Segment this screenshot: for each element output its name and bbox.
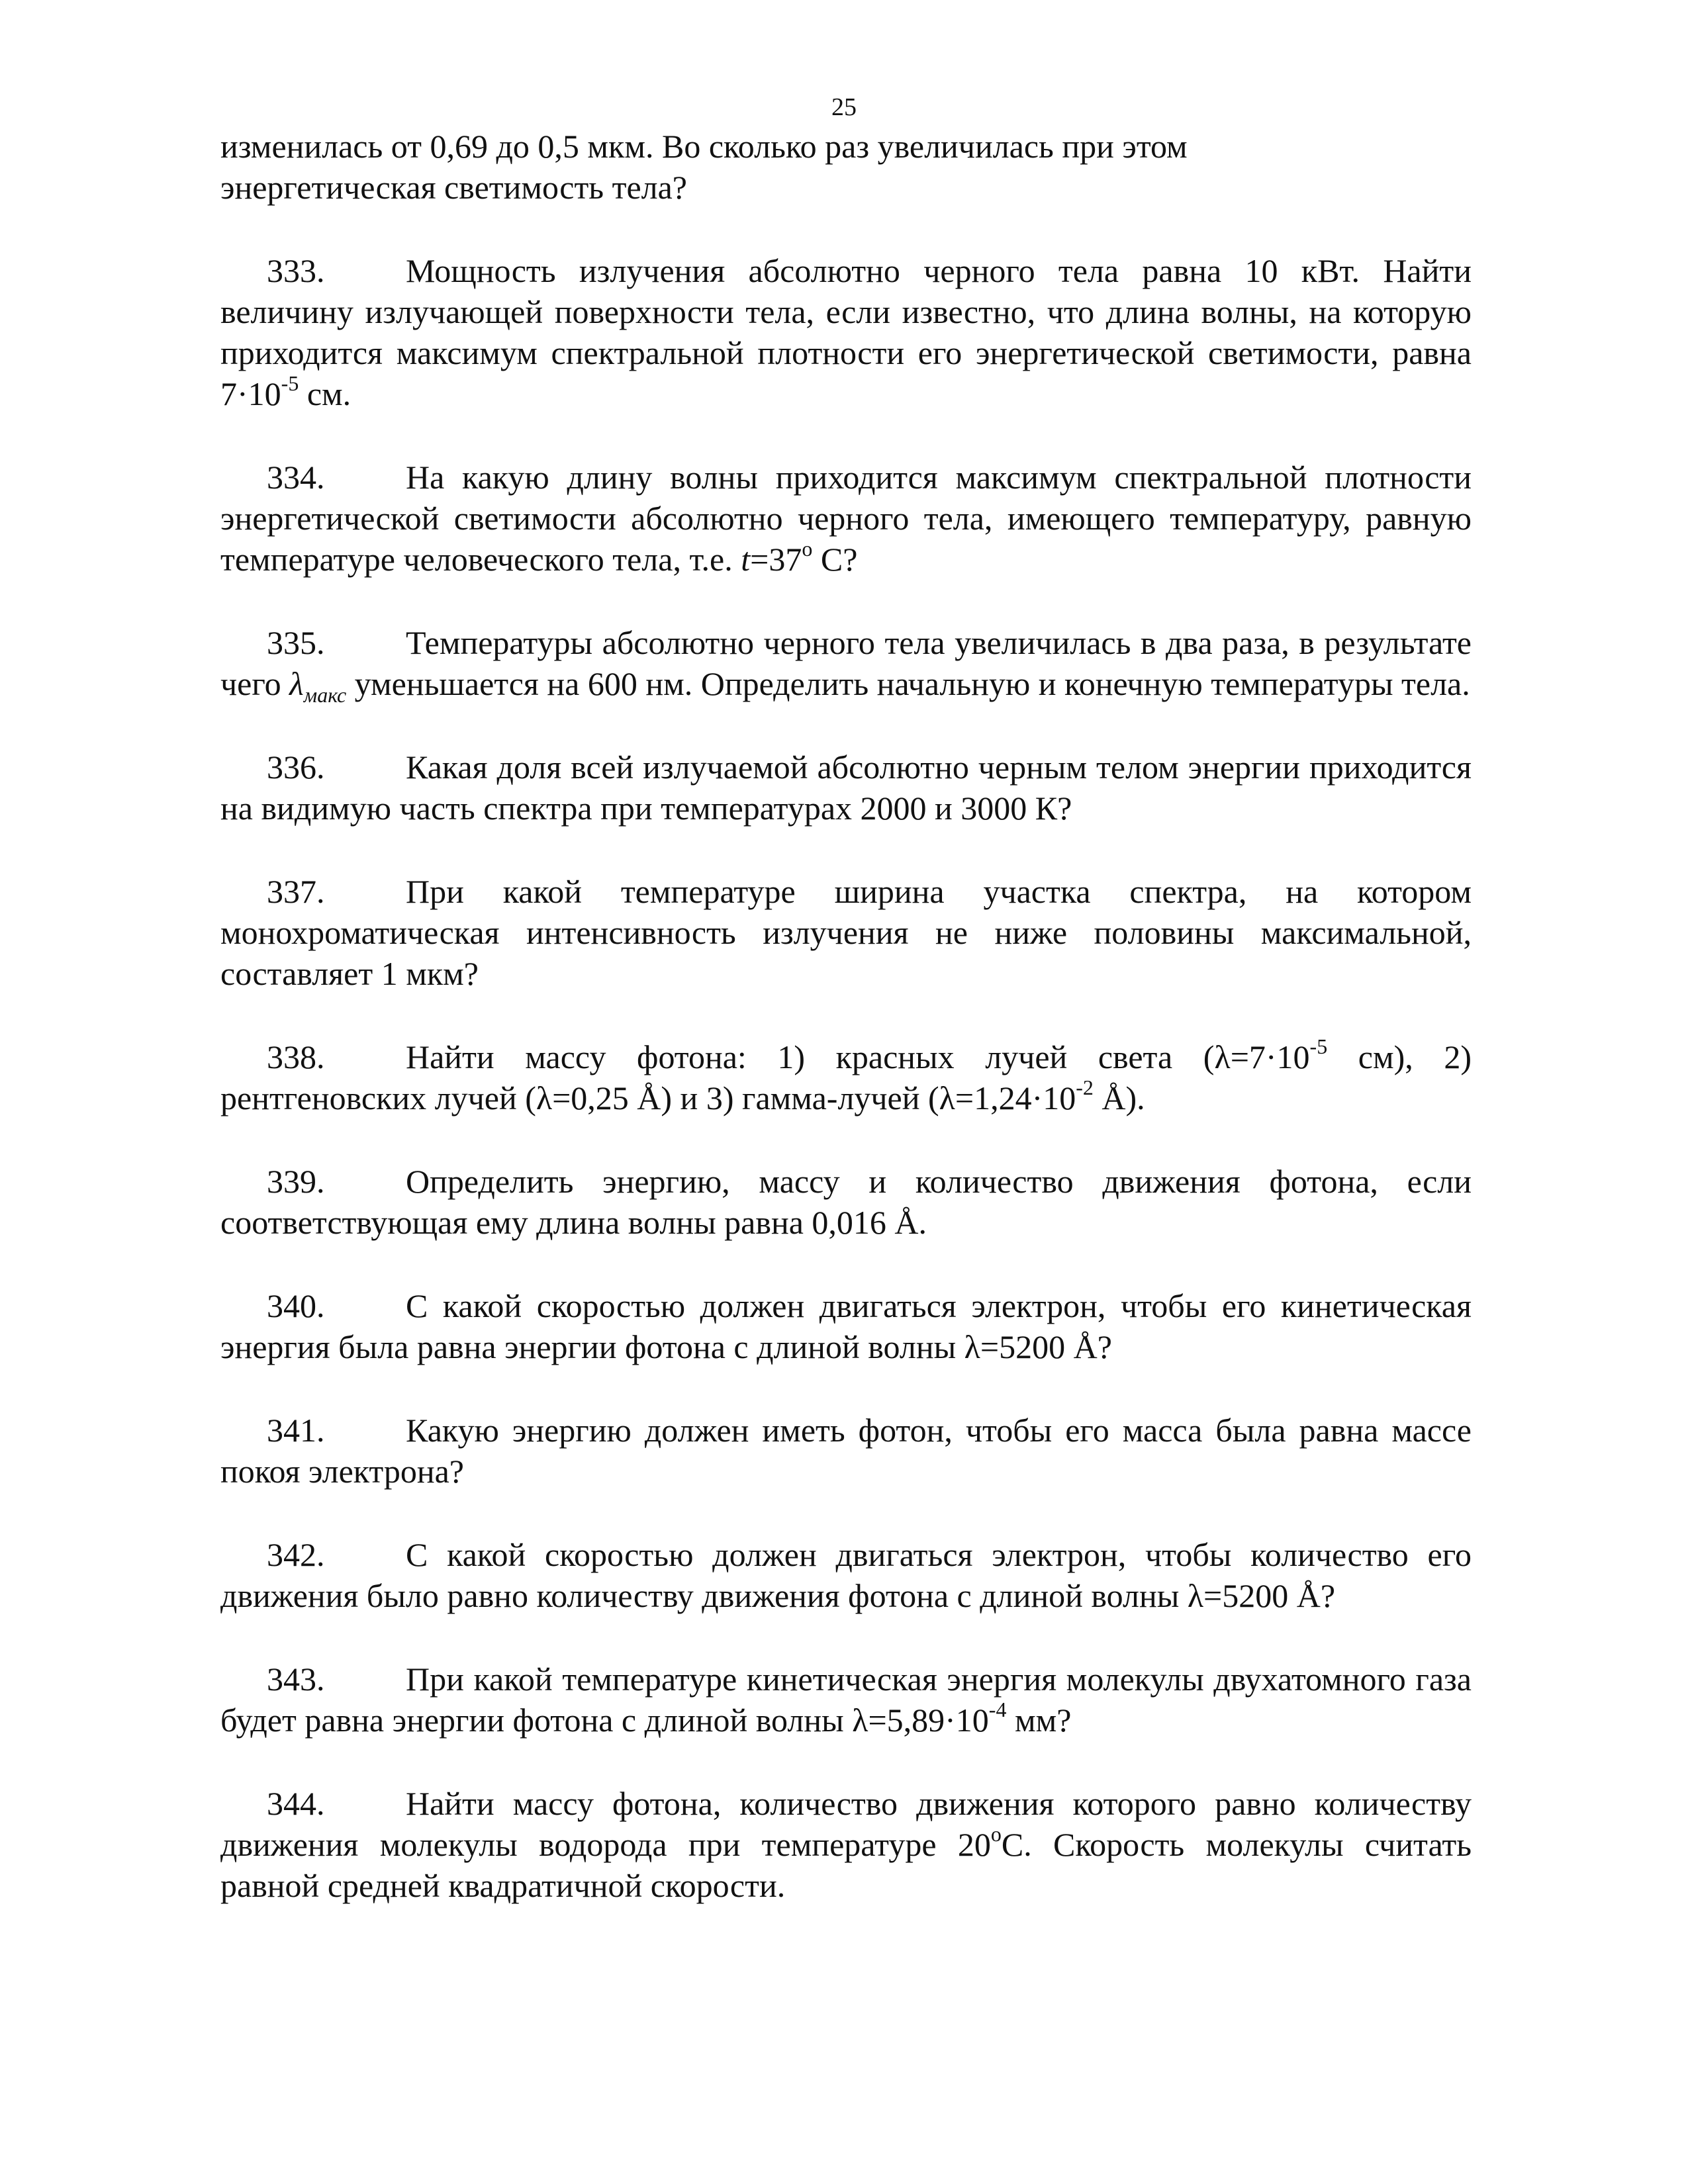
problem-text: Какую энергию должен иметь фотон, чтобы его масса была равна массе покоя электрона? (220, 1412, 1472, 1490)
problem-number: 336. (267, 749, 325, 786)
problem-number: 343. (267, 1661, 325, 1698)
problem-number: 333. (267, 252, 325, 289)
degree-sign: o (802, 537, 813, 561)
problem-text: С. Скорость молекулы считать равной средней квадратичной скорости. (220, 1826, 1472, 1904)
problem-341 (220, 1410, 1472, 1492)
problem-number: 337. (267, 873, 325, 910)
problem-340 (220, 1285, 1472, 1367)
problem-text: С какой скоростью должен двигаться электрон, чтобы его кинетическая энергия была равна энергии фотона с длиной волны λ=5200 Å? (220, 1287, 1472, 1365)
problem-number: 338. (267, 1038, 325, 1075)
problem-text: С какой скоростью должен двигаться электрон, чтобы количество его движения было равно количеству движения фотона с длиной волны λ=5200 Å? (220, 1536, 1472, 1614)
problem-338 (220, 1036, 1472, 1118)
problem-334 (220, 457, 1472, 580)
problem-text: Определить энергию, массу и количество движения фотона, если соответствующая ему длина волны равна 0,016 Å. (220, 1163, 1472, 1241)
problem-337 (220, 871, 1472, 994)
problem-text: =37 (750, 541, 802, 578)
problem-text: При какой температуре кинетическая энергия молекулы двухатомного газа будет равна энергии фотона с длиной волны λ=5,89·10 (220, 1661, 1472, 1739)
problem-number: 344. (267, 1785, 325, 1822)
exponent: -5 (281, 371, 299, 396)
variable: t (741, 541, 751, 578)
intro-paragraph (220, 126, 1472, 208)
problem-text: Какая доля всей излучаемой абсолютно черным телом энергии приходится на видимую часть спектра при температурах 2000 и 3000 К? (220, 749, 1472, 827)
problem-333 (220, 250, 1472, 414)
problem-text: Å). (1093, 1079, 1145, 1116)
problem-number: 335. (267, 624, 325, 661)
problem-text: С? (812, 541, 858, 578)
problem-335 (220, 622, 1472, 707)
problem-text: Мощность излучения абсолютно черного тела равна 10 кВт. Найти величину излучающей поверхности тела, если известно, что длина волны, на которую приходится максимум спектральной плотности его энергетической светимости, равна 7·10 (220, 252, 1472, 412)
problem-number: 334. (267, 459, 325, 496)
problem-text: уменьшается на 600 нм. Определить начальную и конечную температуры тела. (346, 665, 1470, 702)
page-body (220, 126, 1472, 1948)
problem-text: см), 2) рентгеновских лучей (λ=0,25 Å) и 3) гамма-лучей (λ=1,24·10 (220, 1038, 1472, 1116)
problem-text: На какую длину волны приходится максимум спектральной плотности энергетической светимости абсолютно черного тела, имеющего температуру, равную температуре человеческого тела, т.е. (220, 459, 1472, 578)
lambda-subscript: макс (303, 683, 347, 707)
problem-text: мм? (1006, 1702, 1072, 1739)
exponent: -5 (1309, 1034, 1328, 1059)
problem-text: При какой температуре ширина участка спектра, на котором монохроматическая интенсивность излучения не ниже половины максимальной, составляет 1 мкм? (220, 873, 1472, 992)
problem-number: 339. (267, 1163, 325, 1200)
degree-sign: o (990, 1822, 1002, 1846)
problem-number: 342. (267, 1536, 325, 1573)
problem-text: Найти массу фотона, количество движения которого равно количеству движения молекулы водорода при температуре 20 (220, 1785, 1472, 1863)
problem-number: 341. (267, 1412, 325, 1449)
problem-344 (220, 1783, 1472, 1906)
page-number: 25 (831, 93, 857, 121)
lambda-symbol: λ (289, 665, 304, 702)
problem-343 (220, 1659, 1472, 1741)
exponent: -2 (1076, 1075, 1094, 1100)
problem-342 (220, 1534, 1472, 1616)
problem-336 (220, 747, 1472, 829)
problem-text: см. (299, 375, 352, 412)
problem-text: Температуры абсолютно черного тела увеличилась в два раза, в результате чего (220, 624, 1472, 702)
problem-text: Найти массу фотона: 1) красных лучей света (λ=7·10 (406, 1038, 1310, 1075)
intro-line: изменилась от 0,69 до 0,5 мкм. Во сколько раз увеличилась при этом (220, 128, 1188, 165)
exponent: -4 (988, 1698, 1007, 1722)
problem-number: 340. (267, 1287, 325, 1324)
intro-line: энергетическая светимость тела? (220, 169, 687, 206)
problem-339 (220, 1161, 1472, 1243)
